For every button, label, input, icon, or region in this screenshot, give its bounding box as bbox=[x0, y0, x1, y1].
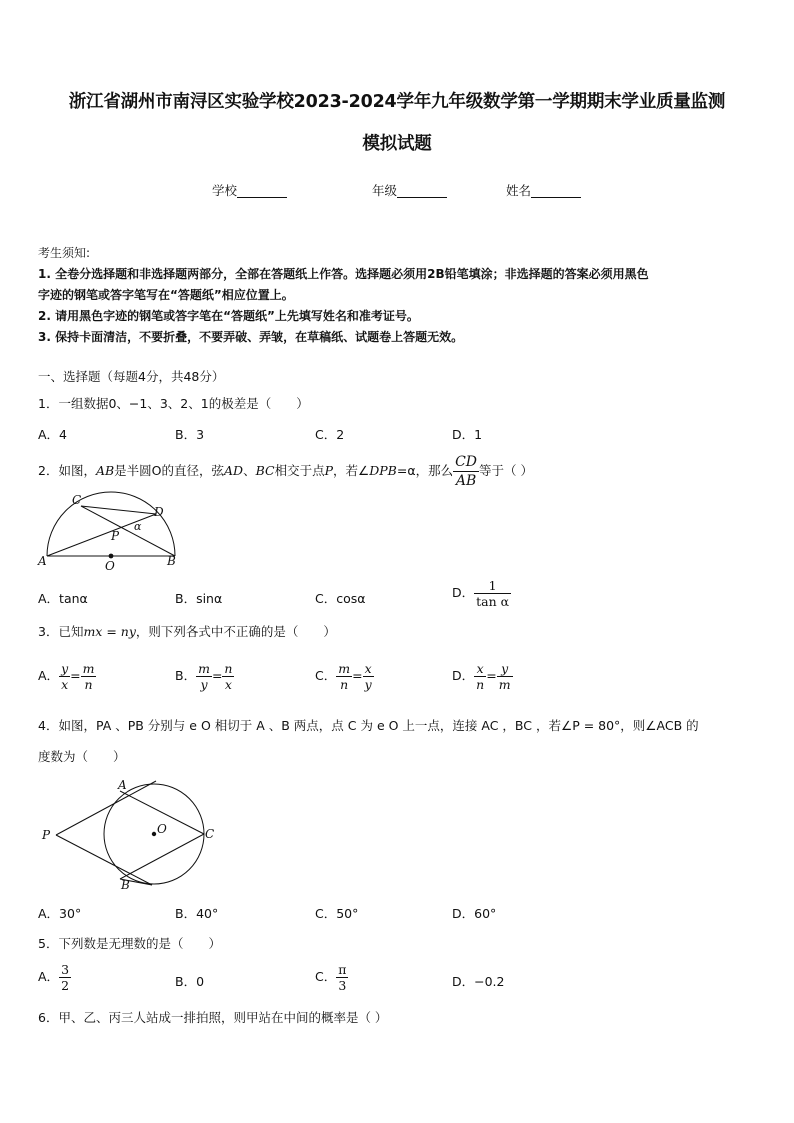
q4-stem-line2: 度数为（ ） bbox=[38, 749, 126, 764]
q5-stem: 5．下列数是无理数的是（ ） bbox=[38, 936, 221, 951]
q2-label-b: B bbox=[167, 554, 176, 568]
name-blank bbox=[531, 184, 581, 198]
q3-d-frac2 bbox=[497, 661, 513, 692]
q3-a-frac1 bbox=[59, 661, 70, 692]
q3-c-frac2 bbox=[363, 661, 374, 692]
q2-bc: BC bbox=[255, 463, 275, 478]
q3-c-frac1 bbox=[336, 661, 352, 692]
q2-dpb: DPB bbox=[369, 463, 397, 478]
q3-b-n2: n bbox=[224, 661, 233, 676]
q2-option-c: C．cosα bbox=[315, 591, 366, 606]
q2-stem-post: 等于（ ） bbox=[479, 463, 533, 478]
q3-option-b bbox=[175, 661, 234, 692]
q2-label-c: C bbox=[72, 493, 82, 507]
q2-frac-den: AB bbox=[455, 473, 477, 489]
q4-label-c: C bbox=[205, 827, 215, 841]
q5-c-num: π bbox=[338, 962, 347, 977]
q4-option-c: C．50° bbox=[315, 906, 359, 921]
q5-a-den: 2 bbox=[61, 978, 70, 993]
notice-line1: 1. 全卷分选择题和非选择题两部分，全部在答题纸上作答。选择题必须用2B铅笔填涂；非选择题的答案必须用黑色 bbox=[38, 267, 649, 281]
q3-d-d2: m bbox=[498, 677, 511, 692]
q4-label-p: P bbox=[42, 828, 51, 842]
q4-tangent-circle-figure bbox=[36, 775, 226, 895]
q3-option-d-label: D． bbox=[452, 668, 475, 683]
notice-line4: 3. 保持卡面清洁，不要折叠，不要弄破、弄皱，在草稿纸、试题卷上答题无效。 bbox=[38, 330, 464, 344]
q2-chord-cd bbox=[81, 506, 156, 514]
q2-stem-mid4: =α，那么 bbox=[396, 463, 454, 478]
q5-option-c bbox=[315, 962, 348, 993]
q2-option-d bbox=[452, 578, 511, 609]
q2-sep: 、 bbox=[243, 463, 256, 478]
q3-b-n1: m bbox=[198, 661, 210, 676]
q5-a-fraction bbox=[59, 962, 71, 993]
q3-option-a-label: A． bbox=[38, 668, 60, 683]
q2-stem-pre: 2．如图， bbox=[38, 463, 96, 478]
q4-stem-line1: 4．如图，PA 、PB 分别与 e O 相切于 A 、B 两点，点 C 为 e O 上一点，连接 AC ，BC ，若∠P = 80°，则∠ACB 的 bbox=[38, 718, 699, 733]
q1-option-c: C．2 bbox=[315, 427, 345, 442]
q3-option-c-label: C． bbox=[315, 668, 337, 683]
exam-title-line2: 模拟试题 bbox=[362, 134, 432, 154]
q1-option-a: A．4 bbox=[38, 427, 68, 442]
q4-chord-bc bbox=[120, 834, 204, 879]
q5-a-num: 3 bbox=[61, 962, 70, 977]
q5-option-a-label: A． bbox=[38, 969, 60, 984]
q3-a-eq: = bbox=[70, 668, 81, 683]
q4-label-b: B bbox=[121, 878, 130, 892]
q3-option-a bbox=[38, 661, 96, 692]
q3-expression: mx = ny bbox=[83, 624, 136, 639]
q2-label-o: O bbox=[105, 559, 115, 573]
exam-title-line1: 浙江省湖州市南浔区实验学校2023-2024学年九年级数学第一学期期末学业质量监测 bbox=[68, 92, 726, 112]
q4-center-o bbox=[152, 832, 156, 836]
q3-stem bbox=[38, 623, 336, 641]
q3-a-d2: n bbox=[84, 677, 93, 692]
notice-heading: 考生须知: bbox=[38, 246, 91, 260]
q2-option-d-fraction bbox=[474, 578, 511, 609]
q3-b-eq: = bbox=[211, 668, 223, 683]
q2-p: P bbox=[324, 463, 334, 478]
q3-c-n1: m bbox=[338, 661, 351, 676]
grade-label: 年级 bbox=[372, 183, 398, 198]
q6-stem: 6．甲、乙、丙三人站成一排拍照，则甲站在中间的概率是（ ） bbox=[38, 1010, 388, 1025]
q3-c-d2: y bbox=[364, 677, 372, 692]
q3-c-eq: = bbox=[352, 668, 363, 683]
q3-d-n1: x bbox=[474, 661, 486, 677]
q3-stem-post: ，则下列各式中不正确的是（ ） bbox=[135, 624, 336, 639]
q3-d-d1: n bbox=[476, 677, 485, 692]
notice-line2: 字迹的钢笔或答字笔写在“答题纸”相应位置上。 bbox=[38, 288, 294, 302]
q2-semicircle-figure bbox=[36, 490, 186, 575]
q2-option-d-label: D． bbox=[452, 585, 475, 600]
q2-center-o bbox=[109, 554, 114, 559]
q4-tangent-pb bbox=[56, 835, 152, 885]
q5-option-c-label: C． bbox=[315, 969, 337, 984]
q4-label-o: O bbox=[157, 822, 167, 836]
q2-stem-mid3: ，若∠ bbox=[333, 463, 370, 478]
q3-d-n2: y bbox=[497, 661, 513, 677]
name-field bbox=[506, 181, 581, 199]
q3-a-n2: m bbox=[82, 661, 95, 676]
q4-label-a: A bbox=[118, 778, 127, 792]
q2-label-alpha: α bbox=[134, 520, 142, 533]
q2-option-b: B．sinα bbox=[175, 591, 223, 606]
q3-option-d bbox=[452, 661, 513, 692]
q1-option-b: B．3 bbox=[175, 427, 205, 442]
q3-a-n1: y bbox=[61, 661, 69, 676]
q3-option-c bbox=[315, 661, 374, 692]
q2-semicircle-arc bbox=[47, 492, 175, 556]
q3-d-eq: = bbox=[486, 668, 497, 683]
q2-label-p: P bbox=[111, 529, 120, 543]
grade-blank bbox=[397, 184, 447, 198]
q4-option-b: B．40° bbox=[175, 906, 219, 921]
q1-stem: 1．一组数据0、−1、3、2、1的极差是（ ） bbox=[38, 396, 309, 411]
notice-line3: 2. 请用黑色字迹的钢笔或答字笔在“答题纸”上先填写姓名和准考证号。 bbox=[38, 309, 419, 323]
q2-option-a: A．tanα bbox=[38, 591, 88, 606]
q3-b-frac2 bbox=[222, 661, 234, 692]
q3-b-frac1 bbox=[196, 661, 212, 692]
q2-frac-num: CD bbox=[455, 454, 478, 470]
school-field bbox=[212, 181, 287, 199]
q2-ab: AB bbox=[95, 463, 115, 478]
q3-c-n2: x bbox=[364, 661, 372, 676]
q3-d-frac1 bbox=[474, 661, 486, 692]
q2-label-a: A bbox=[38, 554, 47, 568]
q5-c-fraction bbox=[336, 962, 348, 993]
grade-field bbox=[372, 181, 447, 199]
q2-label-d: D bbox=[154, 505, 164, 519]
q5-c-den: 3 bbox=[338, 978, 347, 993]
q2-stem-mid2: 相交于点 bbox=[274, 463, 325, 478]
q1-option-d: D．1 bbox=[452, 427, 483, 442]
q3-stem-pre: 3．已知 bbox=[38, 624, 84, 639]
q4-option-d: D．60° bbox=[452, 906, 497, 921]
q5-option-b: B．0 bbox=[175, 974, 205, 989]
q3-option-b-label: B． bbox=[175, 668, 197, 683]
q5-option-a bbox=[38, 962, 71, 993]
q3-b-d2: x bbox=[224, 677, 232, 692]
q3-a-d1: x bbox=[61, 677, 69, 692]
name-label: 姓名 bbox=[506, 183, 532, 198]
q4-option-a: A．30° bbox=[38, 906, 82, 921]
q2-ad: AD bbox=[224, 463, 244, 478]
q2-stem bbox=[38, 452, 533, 490]
q5-option-d: D．−0.2 bbox=[452, 974, 505, 989]
q2-option-d-num: 1 bbox=[474, 578, 511, 594]
q3-a-frac2 bbox=[81, 661, 97, 692]
school-label: 学校 bbox=[212, 183, 238, 198]
q2-option-d-den: tan α bbox=[476, 594, 510, 609]
q2-fraction bbox=[453, 453, 479, 490]
school-blank bbox=[237, 184, 287, 198]
section-heading: 一、选择题（每题4分，共48分） bbox=[38, 369, 225, 384]
q3-b-d1: y bbox=[200, 677, 208, 692]
q2-stem-mid1: 是半圆O的直径，弦 bbox=[114, 463, 225, 478]
q4-tangent-pa bbox=[56, 781, 156, 835]
q3-c-d1: n bbox=[340, 677, 349, 692]
